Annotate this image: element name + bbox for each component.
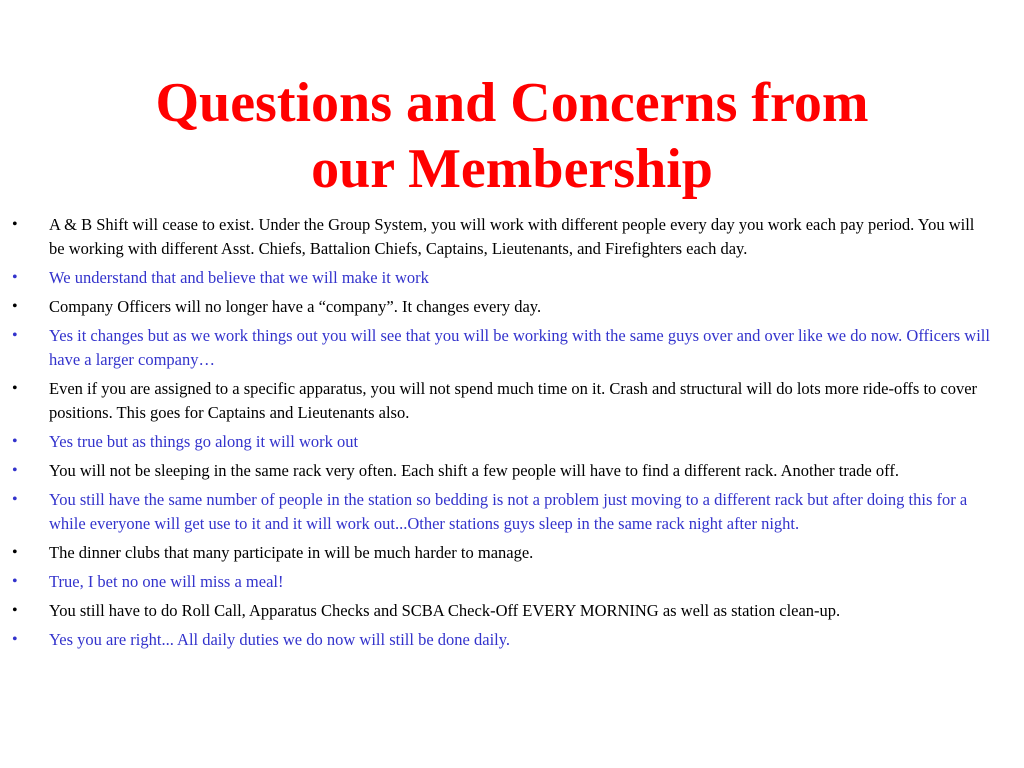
bullet-dot-icon: • [12, 298, 18, 315]
bullet-text: Even if you are assigned to a specific apparatus, you will not spend much time on it. Crash and structural will do lots more ride-offs to cover positions. This goes for Captains and Lieutenants also. [49, 379, 978, 422]
bullet-dot-icon: • [12, 573, 18, 590]
bullet-dot-icon: • [12, 602, 18, 619]
bullet-item-answer [0, 570, 1024, 594]
bullet-dot-icon: • [12, 216, 18, 233]
slide-title-line-2: our Membership [311, 138, 713, 200]
bullet-item-question [0, 295, 1024, 319]
bullet-text: Yes you are right... All daily duties we do now will still be done daily. [49, 630, 511, 649]
bullet-list [0, 213, 1024, 657]
bullet-item-question [0, 599, 1024, 623]
bullet-dot-icon: • [12, 433, 18, 450]
bullet-text: You will not be sleeping in the same rack very often. Each shift a few people will have to find a different rack. Another trade off. [49, 461, 899, 480]
bullet-dot-icon: • [12, 327, 18, 344]
bullet-item-question [0, 377, 1024, 425]
bullet-text: Company Officers will no longer have a “company”. It changes every day. [49, 297, 542, 316]
bullet-item-answer [0, 488, 1024, 536]
bullet-dot-icon: • [12, 631, 18, 648]
bullet-text: We understand that and believe that we will make it work [49, 268, 429, 287]
bullet-item-answer [0, 324, 1024, 372]
slide-title-line-1: Questions and Concerns from [155, 72, 869, 134]
bullet-item-question [0, 541, 1024, 565]
bullet-dot-icon: • [12, 462, 18, 479]
bullet-dot-icon: • [12, 544, 18, 561]
bullet-text: You still have to do Roll Call, Apparatus Checks and SCBA Check-Off EVERY MORNING as well as station clean-up. [49, 601, 841, 620]
bullet-text: You still have the same number of people in the station so bedding is not a problem just moving to a different rack but after doing this for a while everyone will get use to it and it will work out...Other stations guys sleep in the same rack night after night. [49, 490, 968, 533]
bullet-item-answer [0, 430, 1024, 454]
bullet-text: Yes it changes but as we work things out you will see that you will be working with the same guys over and over like we do now. Officers will have a larger company… [49, 326, 990, 369]
bullet-text: True, I bet no one will miss a meal! [49, 572, 284, 591]
bullet-text: A & B Shift will cease to exist. Under the Group System, you will work with different people every day you work each pay period. You will be working with different Asst. Chiefs, Battalion Chiefs, Captains, Lieutenants, and Firefighters each day. [49, 215, 975, 258]
bullet-item-answer [0, 628, 1024, 652]
slide-title [0, 70, 1024, 202]
bullet-dot-icon: • [12, 380, 18, 397]
bullet-item-question [0, 459, 1024, 483]
bullet-dot-icon: • [12, 491, 18, 508]
bullet-text: The dinner clubs that many participate in will be much harder to manage. [49, 543, 534, 562]
bullet-item-answer [0, 266, 1024, 290]
bullet-item-question [0, 213, 1024, 261]
bullet-text: Yes true but as things go along it will work out [49, 432, 359, 451]
bullet-dot-icon: • [12, 269, 18, 286]
